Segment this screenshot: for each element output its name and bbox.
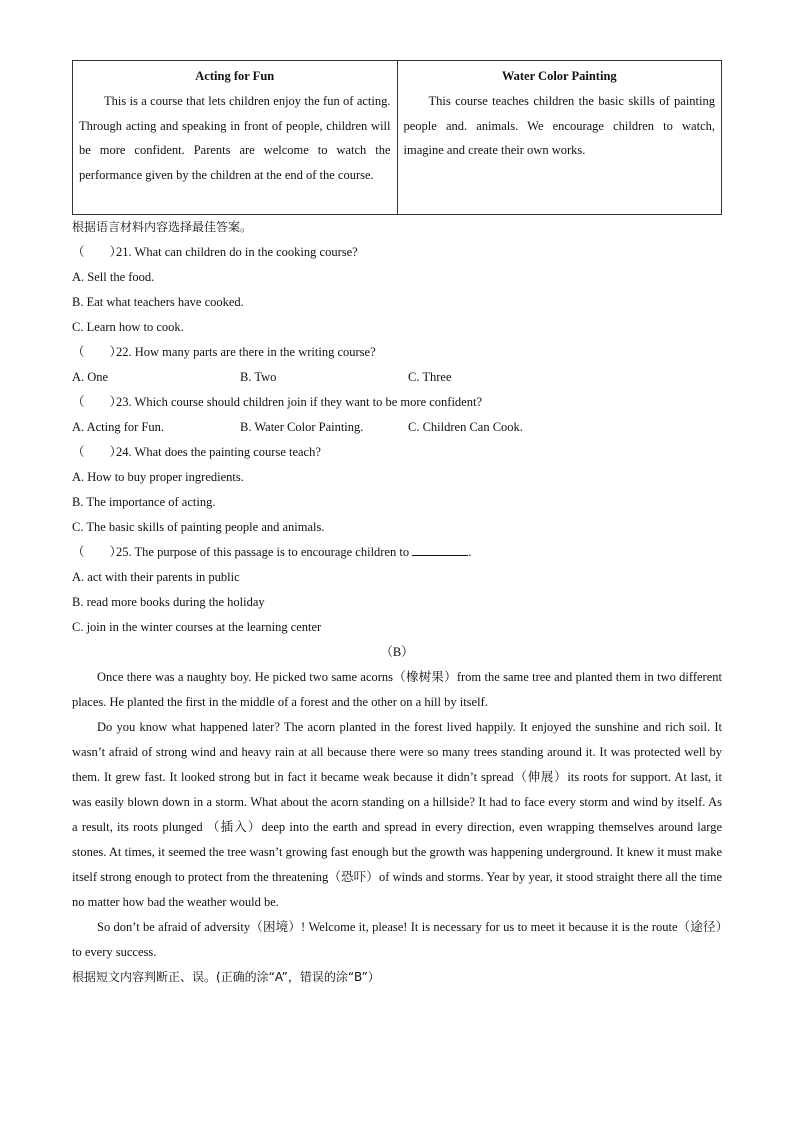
question-text: 25. The purpose of this passage is to encourage children to	[116, 545, 410, 559]
option-a: A. Sell the food.	[72, 270, 155, 284]
passage-paragraph-3: So don’t be afraid of adversity（困境）! Welcome it, please! It is necessary for us to meet it because it is the route（途径）to every success.	[72, 920, 722, 959]
option-b: B. read more books during the holiday	[72, 595, 265, 609]
fill-in-blank[interactable]	[412, 541, 468, 556]
options-row	[72, 365, 722, 390]
course-cell-painting	[397, 61, 722, 215]
answer-blank[interactable]: （ ）	[72, 445, 123, 459]
instruction-true-false: 根据短文内容判断正、误。(正确的涂“A”，错误的涂“B”）	[72, 970, 380, 984]
answer-blank[interactable]: （ ）	[72, 245, 123, 259]
course-title: Water Color Painting	[501, 69, 617, 83]
question-22	[72, 340, 722, 365]
section-heading-b: （B）	[380, 645, 414, 659]
question-25	[72, 540, 722, 565]
options-row	[72, 415, 722, 440]
answer-blank[interactable]: （ ）	[72, 345, 123, 359]
question-text: 21. What can children do in the cooking course?	[116, 245, 358, 259]
option-c: C. Learn how to cook.	[72, 320, 184, 334]
question-text: 22. How many parts are there in the writing course?	[116, 345, 376, 359]
option-b: B. The importance of acting.	[72, 495, 216, 509]
question-end: .	[468, 545, 472, 559]
question-24	[72, 440, 722, 465]
worksheet-page	[72, 60, 722, 990]
passage-paragraph-1: Once there was a naughty boy. He picked two same acorns（橡树果）from the same tree and planted them in two different places. He planted the first in the middle of a forest and the other on a hill by itself.	[72, 670, 722, 709]
answer-blank[interactable]: （ ）	[72, 395, 123, 409]
course-description: This course teaches children the basic skills of painting people and. animals. We encourage children to watch, imagine and create their own works.	[403, 93, 715, 158]
option-b: B. Water Color Painting.	[240, 420, 364, 434]
option-c: C. join in the winter courses at the learning center	[72, 620, 322, 634]
option-b: B. Eat what teachers have cooked.	[72, 295, 244, 309]
question-text: 24. What does the painting course teach?	[116, 445, 321, 459]
course-cell-acting	[73, 61, 398, 215]
question-21	[72, 240, 722, 265]
passage-paragraph-2: Do you know what happened later? The acorn planted in the forest lived happily. It enjoyed the sunshine and rich soil. It wasn’t afraid of strong wind and heavy rain at all because there were so many trees standing around it. It was protected well by them. It grew fast. It looked strong but in fact it became weak because it didn’t spread（伸展）its roots for support. At last, it was easily blown down in a storm. What about the acorn standing on a hillside? It had to face every storm and wind by itself. As a result, its roots plunged （插入）deep into the earth and spread in every direction, even wrapping themselves around large stones. At times, it seemed the tree wasn’t growing fast enough but the growth was happening underground. It knew it must make itself strong enough to protect from the threatening（恐吓）of winds and storms. Year by year, it stood straight there all the time no matter how bad the weather would be.	[72, 720, 722, 909]
option-a: A. How to buy proper ingredients.	[72, 470, 244, 484]
option-a: A. One	[72, 370, 109, 384]
question-text: 23. Which course should children join if they want to be more confident?	[116, 395, 482, 409]
option-a: A. act with their parents in public	[72, 570, 240, 584]
option-b: B. Two	[240, 370, 277, 384]
option-c: C. The basic skills of painting people and animals.	[72, 520, 325, 534]
course-description: This is a course that lets children enjoy the fun of acting. Through acting and speaking in front of people, children will be more confident. Parents are welcome to watch the performance given by the children at the end of the course.	[79, 93, 391, 183]
option-c: C. Three	[408, 370, 452, 384]
course-table	[72, 60, 722, 215]
option-c: C. Children Can Cook.	[408, 420, 523, 434]
option-a: A. Acting for Fun.	[72, 420, 165, 434]
answer-blank[interactable]: （ ）	[72, 545, 123, 559]
instruction-choose: 根据语言材料内容选择最佳答案。	[72, 220, 253, 234]
course-title: Acting for Fun	[195, 69, 275, 83]
question-23	[72, 390, 722, 415]
